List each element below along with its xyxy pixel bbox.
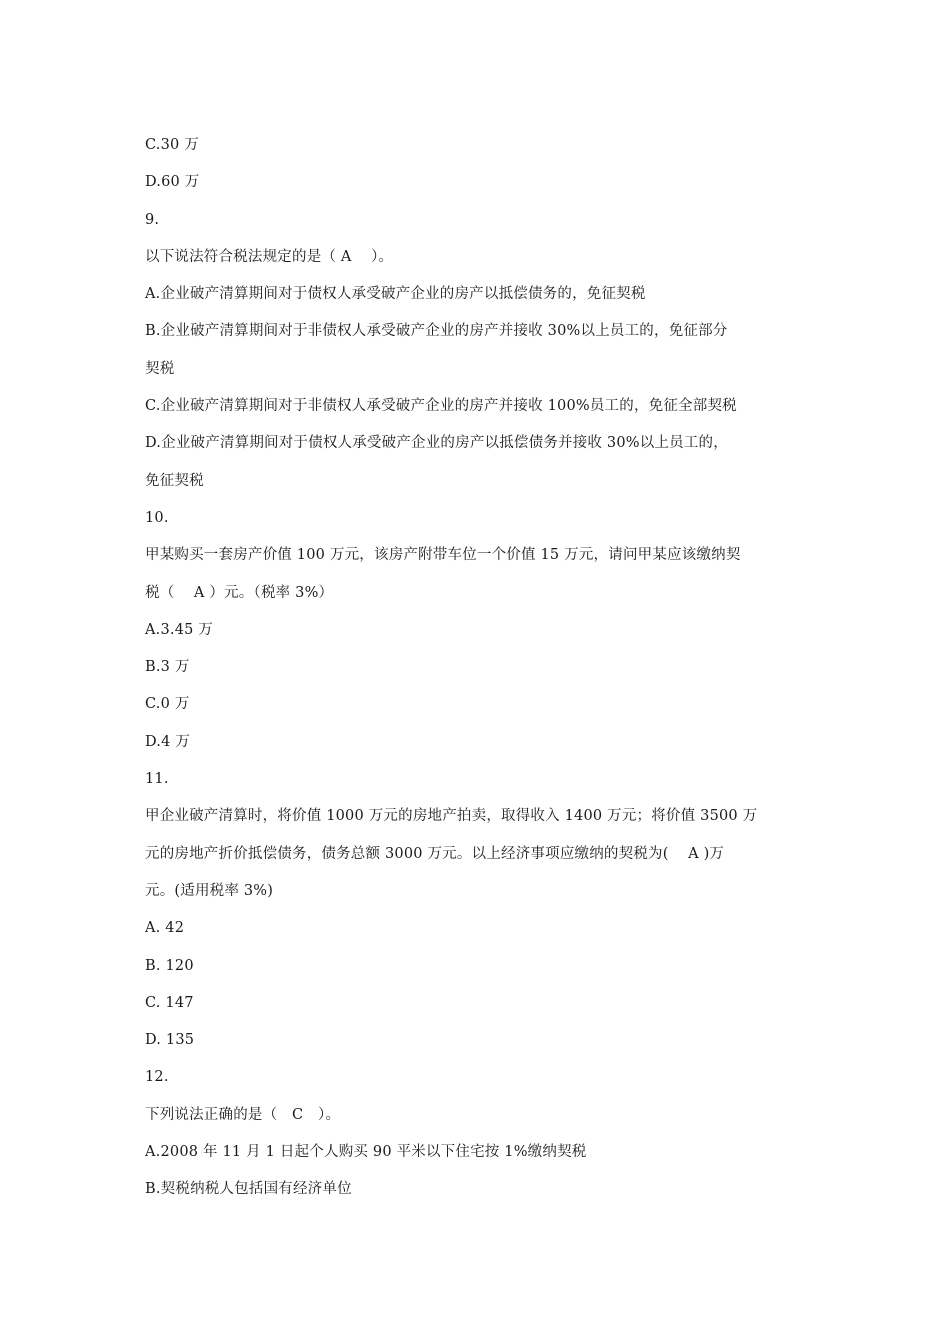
option-line: B. 120: [145, 957, 194, 974]
question-text: 下列说法正确的是（ C ）。: [145, 1106, 341, 1123]
option-line: D.4 万: [145, 733, 191, 750]
option-line: B.契税纳税人包括国有经济单位: [145, 1181, 352, 1198]
option-line: D.60 万: [145, 174, 200, 191]
question-text-continuation: 元的房地产折价抵偿债务，债务总额 3000 万元。以上经济事项应缴纳的契税为( A )万: [145, 845, 725, 862]
option-line: A.企业破产清算期间对于债权人承受破产企业的房产以抵偿债务的，免征契税: [145, 286, 646, 303]
question-number: 11.: [145, 771, 169, 788]
document-page: [145, 127, 815, 1209]
option-line: C.企业破产清算期间对于非债权人承受破产企业的房产并接收 100%员工的，免征全部契税: [145, 398, 737, 415]
option-line: B.3 万: [145, 659, 190, 676]
question-text: 甲某购买一套房产价值 100 万元，该房产附带车位一个价值 15 万元，请问甲某应该缴纳契: [145, 547, 741, 564]
question-number: 9.: [145, 211, 160, 228]
option-line: C. 147: [145, 994, 194, 1011]
option-line: D.企业破产清算期间对于债权人承受破产企业的房产以抵偿债务并接收 30%以上员工的，: [145, 435, 728, 452]
question-text-continuation: 税（ A ）元。（税率 3%）: [145, 584, 334, 601]
question-text: 以下说法符合税法规定的是（ A ）。: [145, 248, 394, 265]
option-line-continuation: 免征契税: [145, 472, 204, 489]
question-number: 12.: [145, 1069, 169, 1086]
option-line: C.30 万: [145, 137, 199, 153]
option-line: B.企业破产清算期间对于非债权人承受破产企业的房产并接收 30%以上员工的，免征部分: [145, 323, 728, 340]
option-line: A.3.45 万: [145, 621, 214, 638]
question-text-continuation: 元。(适用税率 3%): [145, 882, 274, 899]
option-line-continuation: 契税: [145, 360, 175, 377]
option-line: D. 135: [145, 1032, 195, 1049]
option-line: A.2008 年 11 月 1 日起个人购买 90 平米以下住宅按 1%缴纳契税: [145, 1144, 587, 1161]
option-line: C.0 万: [145, 696, 190, 713]
question-text: 甲企业破产清算时，将价值 1000 万元的房地产拍卖，取得收入 1400 万元；将价值 3500 万: [145, 808, 758, 825]
option-line: A. 42: [145, 920, 185, 937]
question-number: 10.: [145, 509, 169, 526]
